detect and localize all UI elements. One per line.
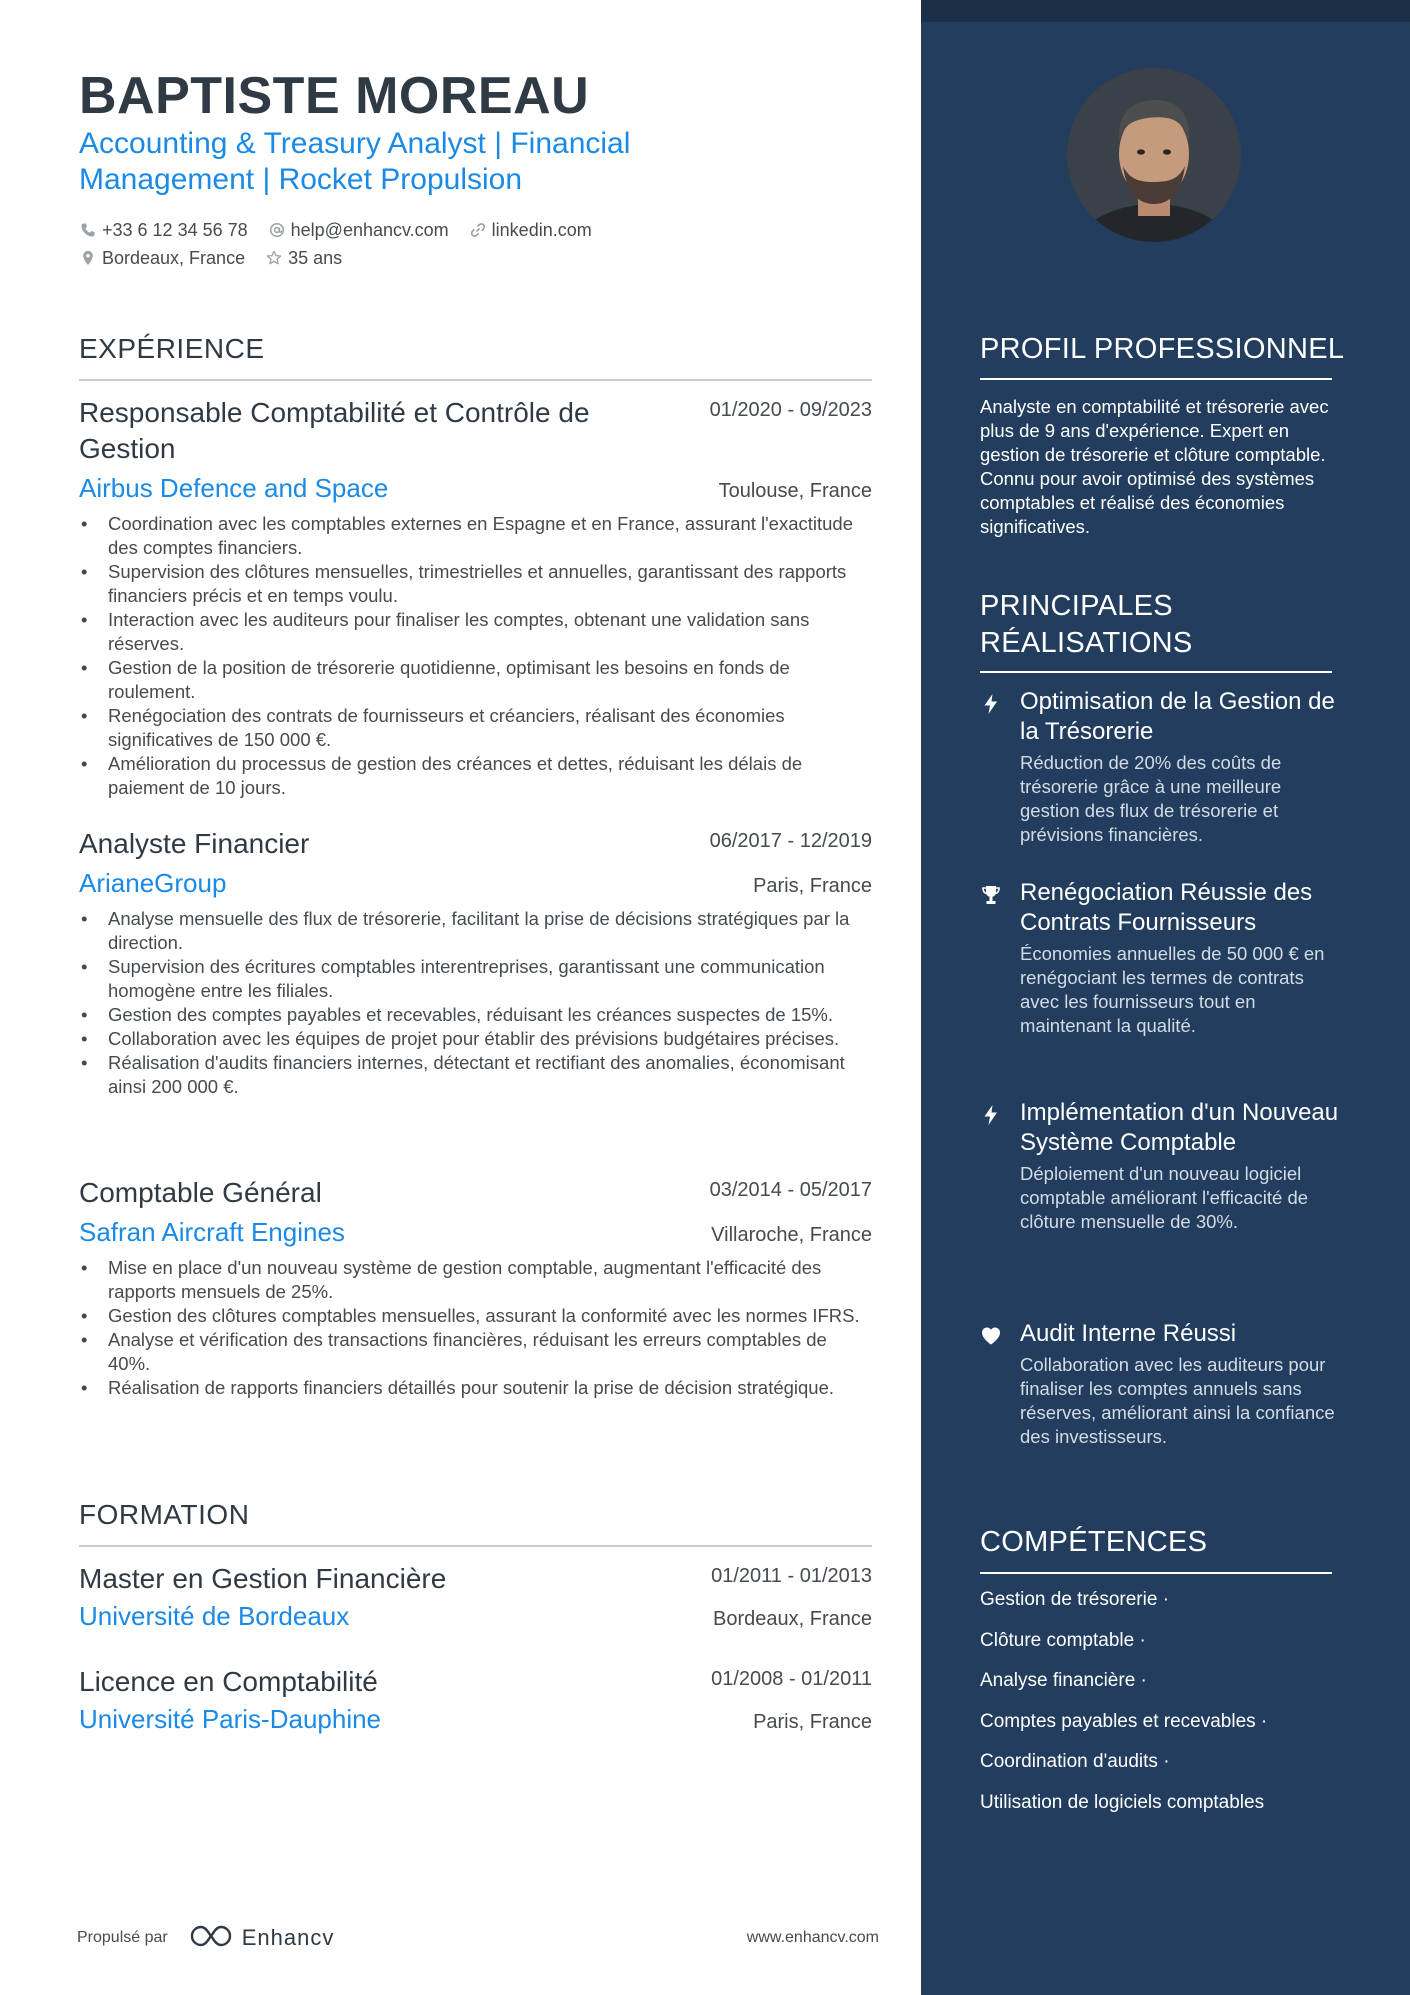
- school-name: Université de Bordeaux: [79, 1601, 350, 1631]
- skill-item: Clôture comptable ·: [980, 1629, 1146, 1651]
- achievements-title-line-2: RÉALISATIONS: [980, 627, 1193, 659]
- education-date: 01/2008 - 01/2011: [711, 1668, 872, 1690]
- achievement-description: Réduction de 20% des coûts de trésorerie grâce à une meilleure gestion des flux de trésorerie et prévisions financières.: [1020, 752, 1282, 845]
- contact-age: [265, 248, 342, 269]
- bolt-icon: [980, 1098, 1020, 1234]
- profile-section-title: PROFIL PROFESSIONNEL: [980, 333, 1345, 365]
- phone-number: +33 6 12 34 56 78: [102, 219, 248, 240]
- contact-email[interactable]: [268, 220, 449, 241]
- achievement-description: Déploiement d'un nouveau logiciel comptable améliorant l'efficacité de clôture mensuelle de 30%.: [1020, 1163, 1309, 1232]
- skill-item: Comptes payables et recevables ·: [980, 1710, 1268, 1732]
- list-item: • Amélioration du processus de gestion des créances et dettes, réduisant les délais de paiement de 10 jours.: [79, 752, 872, 800]
- skills-list: [980, 1586, 1350, 1829]
- education-entry-1: [79, 1561, 872, 1632]
- job-location: Paris, France: [753, 875, 872, 897]
- job-bullets: [79, 907, 872, 1099]
- list-item: • Réalisation d'audits financiers internes, détectant et rectifiant des anomalies, économisant ainsi 200 000 €.: [79, 1051, 872, 1099]
- phone-icon: [79, 221, 97, 239]
- skill-item: Gestion de trésorerie ·: [980, 1589, 1170, 1610]
- job-company: Safran Aircraft Engines: [79, 1217, 345, 1247]
- contact-phone: [79, 220, 248, 241]
- job-entry-1: [79, 395, 872, 800]
- headline: [79, 126, 719, 198]
- job-location: Toulouse, France: [718, 480, 872, 502]
- degree-title: Master en Gestion Financière: [79, 1563, 447, 1594]
- achievements-divider: [980, 671, 1332, 673]
- list-item: • Analyse et vérification des transactions financières, réduisant les erreurs comptables de 40%.: [79, 1328, 872, 1376]
- achievement-item-4: [980, 1319, 1340, 1449]
- school-location: Paris, France: [753, 1711, 872, 1733]
- bolt-icon: [980, 687, 1020, 847]
- achievement-description: Collaboration avec les auditeurs pour finaliser les comptes annuels sans réserves, améliorant ainsi la confiance des investisseurs.: [1020, 1354, 1335, 1447]
- sidebar-top-bar: [921, 0, 1410, 22]
- job-date: 01/2020 - 09/2023: [709, 399, 872, 421]
- heart-icon: [980, 1319, 1020, 1449]
- education-date: 01/2011 - 01/2013: [711, 1565, 872, 1587]
- degree-title: Licence en Comptabilité: [79, 1666, 378, 1697]
- list-item: • Supervision des écritures comptables interentreprises, garantissant une communication homogène entre les filiales.: [79, 955, 872, 1003]
- profile-divider: [980, 378, 1332, 380]
- email-address: help@enhancv.com: [290, 219, 449, 240]
- link-icon: [469, 221, 487, 239]
- avatar: [1067, 68, 1241, 242]
- achievement-description: Économies annuelles de 50 000 € en renégociant les termes de contrats avec les fournisseurs tout en maintenant la qualité.: [1020, 943, 1325, 1036]
- education-section-title: FORMATION: [79, 1499, 250, 1530]
- achievement-title: Implémentation d'un Nouveau Système Comptable: [1020, 1099, 1339, 1156]
- job-date: 03/2014 - 05/2017: [709, 1179, 872, 1201]
- list-item: • Réalisation de rapports financiers détaillés pour soutenir la prise de décision stratégique.: [79, 1376, 872, 1400]
- footer-url[interactable]: www.enhancv.com: [746, 1929, 879, 1946]
- skill-item: Analyse financière ·: [980, 1670, 1147, 1691]
- contact-location: [79, 248, 245, 269]
- footer: [77, 1918, 879, 1958]
- list-item: • Collaboration avec les équipes de projet pour établir des prévisions budgétaires précises.: [79, 1027, 872, 1051]
- brand-name: Enhancv: [241, 1925, 335, 1950]
- profile-summary: Analyste en comptabilité et trésorerie avec plus de 9 ans d'expérience. Expert en gestion de trésorerie et clôture comptable. Connu pour avoir optimisé des systèmes comptables et réalisé des économies significatives.: [980, 396, 1329, 537]
- job-date: 06/2017 - 12/2019: [709, 830, 872, 852]
- achievement-title: Audit Interne Réussi: [1020, 1320, 1237, 1347]
- job-location: Villaroche, France: [711, 1224, 872, 1246]
- job-title: Responsable Comptabilité et Contrôle de Gestion: [79, 397, 590, 464]
- experience-section-title: EXPÉRIENCE: [79, 333, 265, 364]
- contact-info: [79, 216, 859, 272]
- list-item: • Gestion de la position de trésorerie quotidienne, optimisant les besoins en fonds de roulement.: [79, 656, 872, 704]
- list-item: • Renégociation des contrats de fournisseurs et créanciers, réalisant des économies significatives de 150 000 €.: [79, 704, 872, 752]
- education-divider: [79, 1545, 872, 1547]
- list-item: • Analyse mensuelle des flux de trésorerie, facilitant la prise de décisions stratégiques par la direction.: [79, 907, 872, 955]
- contact-linkedin[interactable]: [469, 220, 592, 241]
- infinity-logo-icon: [188, 1923, 234, 1954]
- achievement-item-1: [980, 687, 1340, 847]
- job-title: Comptable Général: [79, 1177, 322, 1208]
- sidebar: [921, 0, 1410, 1995]
- skills-divider: [980, 1572, 1332, 1574]
- skill-item: Coordination d'audits ·: [980, 1751, 1170, 1772]
- job-entry-3: [79, 1175, 872, 1400]
- skill-item: Utilisation de logiciels comptables: [980, 1791, 1265, 1813]
- list-item: • Coordination avec les comptables externes en Espagne et en France, assurant l'exactitude des comptes financiers.: [79, 512, 872, 560]
- education-entry-2: [79, 1664, 872, 1735]
- candidate-name: BAPTISTE MOREAU: [79, 67, 590, 125]
- achievement-title: Optimisation de la Gestion de la Trésorerie: [1020, 688, 1335, 745]
- achievement-item-3: [980, 1098, 1340, 1234]
- list-item: • Gestion des clôtures comptables mensuelles, assurant la conformité avec les normes IFRS.: [79, 1304, 872, 1328]
- list-item: • Mise en place d'un nouveau système de gestion comptable, augmentant l'efficacité des rapports mensuels de 25%.: [79, 1256, 872, 1304]
- location-pin-icon: [79, 249, 97, 267]
- age-text: 35 ans: [288, 247, 343, 268]
- achievements-section-title: [980, 588, 1352, 662]
- job-bullets: [79, 512, 872, 800]
- achievement-item-2: [980, 878, 1340, 1038]
- school-name: Université Paris-Dauphine: [79, 1704, 382, 1734]
- star-icon: [265, 249, 283, 267]
- list-item: • Gestion des comptes payables et recevables, réduisant les créances suspectes de 15%.: [79, 1003, 872, 1027]
- headline-line-2: Management | Rocket Propulsion: [79, 163, 523, 196]
- list-item: • Supervision des clôtures mensuelles, trimestrielles et annuelles, garantissant des rapports financiers précis et en temps voulu.: [79, 560, 872, 608]
- trophy-icon: [980, 878, 1020, 1038]
- at-icon: [268, 221, 286, 239]
- achievement-title: Renégociation Réussie des Contrats Fournisseurs: [1020, 879, 1313, 936]
- job-bullets: [79, 1256, 872, 1400]
- skills-section-title: COMPÉTENCES: [980, 1526, 1208, 1558]
- list-item: • Interaction avec les auditeurs pour finaliser les comptes, obtenant une validation sans réserves.: [79, 608, 872, 656]
- brand-logo[interactable]: [188, 1923, 335, 1954]
- experience-divider: [79, 379, 872, 381]
- location-text: Bordeaux, France: [102, 247, 246, 268]
- job-entry-2: [79, 826, 872, 1099]
- linkedin-url: linkedin.com: [491, 219, 592, 240]
- job-title: Analyste Financier: [79, 828, 310, 859]
- achievements-title-line-1: PRINCIPALES: [980, 590, 1173, 622]
- school-location: Bordeaux, France: [713, 1608, 872, 1630]
- job-company: ArianeGroup: [79, 868, 227, 898]
- powered-by-label: Propulsé par: [77, 1929, 168, 1946]
- job-company: Airbus Defence and Space: [79, 473, 389, 503]
- headline-line-1: Accounting & Treasury Analyst | Financial: [79, 127, 631, 160]
